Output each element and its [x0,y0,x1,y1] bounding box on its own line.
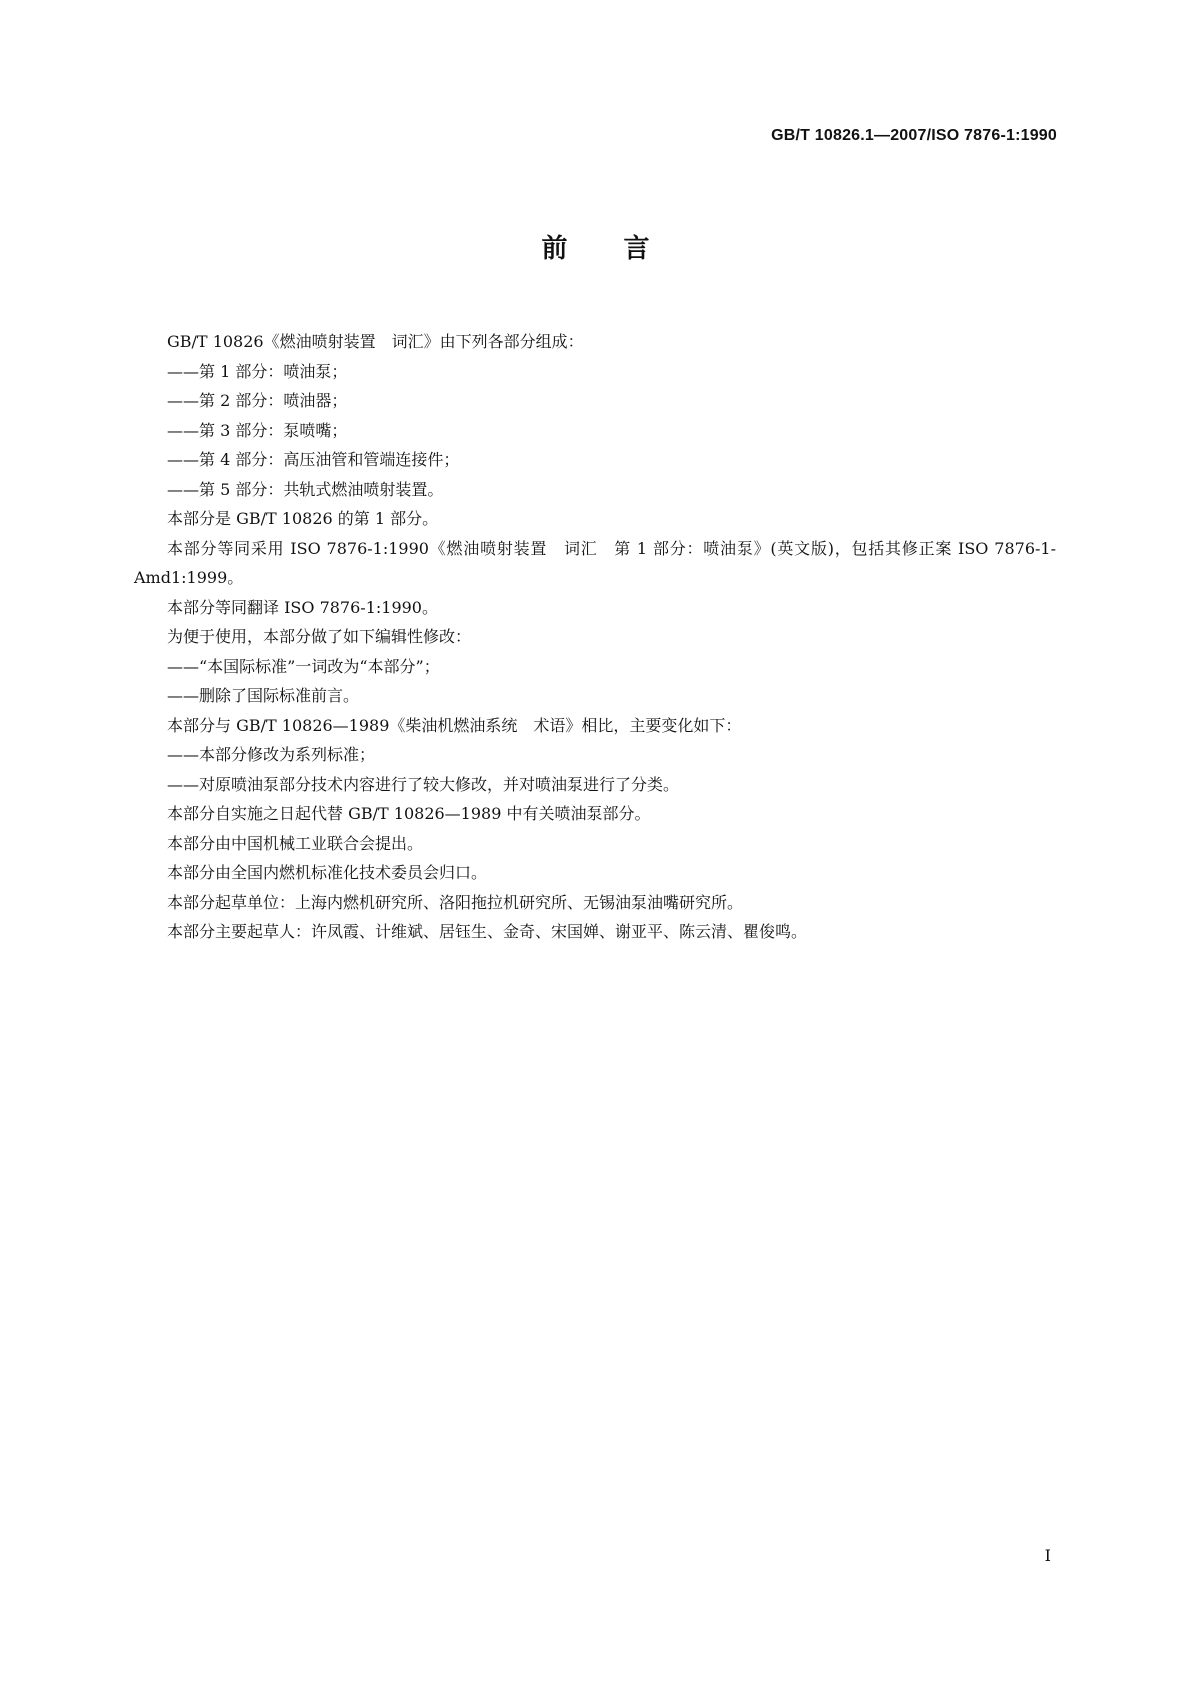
paragraph: 本部分是 GB/T 10826 的第 1 部分。 [167,509,439,528]
paragraph: GB/T 10826《燃油喷射装置 词汇》由下列各部分组成： [167,332,584,351]
list-item: ——“本国际标准”一词改为“本部分”； [167,656,440,676]
paragraph: 本部分等同翻译 ISO 7876-1:1990。 [167,597,438,617]
list-item: ——对原喷油泵部分技术内容进行了较大修改，并对喷油泵进行了分类。 [167,774,680,794]
page-number: I [1044,1546,1051,1565]
paragraph: 本部分与 GB/T 10826—1989《柴油机燃油系统 术语》相比，主要变化如下： [167,715,742,735]
list-item: ——本部分修改为系列标准； [167,745,376,764]
list-item: ——第 4 部分：高压油管和管端连接件； [167,450,460,469]
paragraph: 本部分等同采用 ISO 7876-1:1990《燃油喷射装置 词汇 第 1 部分：喷油泵》(英文版)，包括其修正案 ISO 7876-1-Amd1:1999。 [134,538,1056,587]
list-item: ——第 5 部分：共轨式燃油喷射装置。 [167,479,444,499]
page-title: 前言 [541,234,706,264]
paragraph: 本部分由全国内燃机标准化技术委员会归口。 [167,863,488,882]
paragraph: 本部分由中国机械工业联合会提出。 [167,833,424,853]
list-item: ——第 1 部分：喷油泵； [167,361,348,381]
list-item: ——第 2 部分：喷油器； [167,391,348,410]
paragraph: 为便于使用，本部分做了如下编辑性修改： [167,627,472,646]
paragraph: 本部分主要起草人：许凤霞、计维斌、居钰生、金奇、宋国婵、谢亚平、陈云清、瞿俊鸣。 [167,922,808,941]
paragraph: 本部分自实施之日起代替 GB/T 10826—1989 中有关喷油泵部分。 [167,804,651,823]
paragraph: 本部分起草单位：上海内燃机研究所、洛阳拖拉机研究所、无锡油泵油嘴研究所。 [167,892,744,912]
list-item: ——删除了国际标准前言。 [167,686,360,705]
standard-code-header: GB/T 10826.1—2007/ISO 7876-1:1990 [771,127,1057,144]
foreword-body [134,327,1056,947]
list-item: ——第 3 部分：泵喷嘴； [167,420,348,440]
